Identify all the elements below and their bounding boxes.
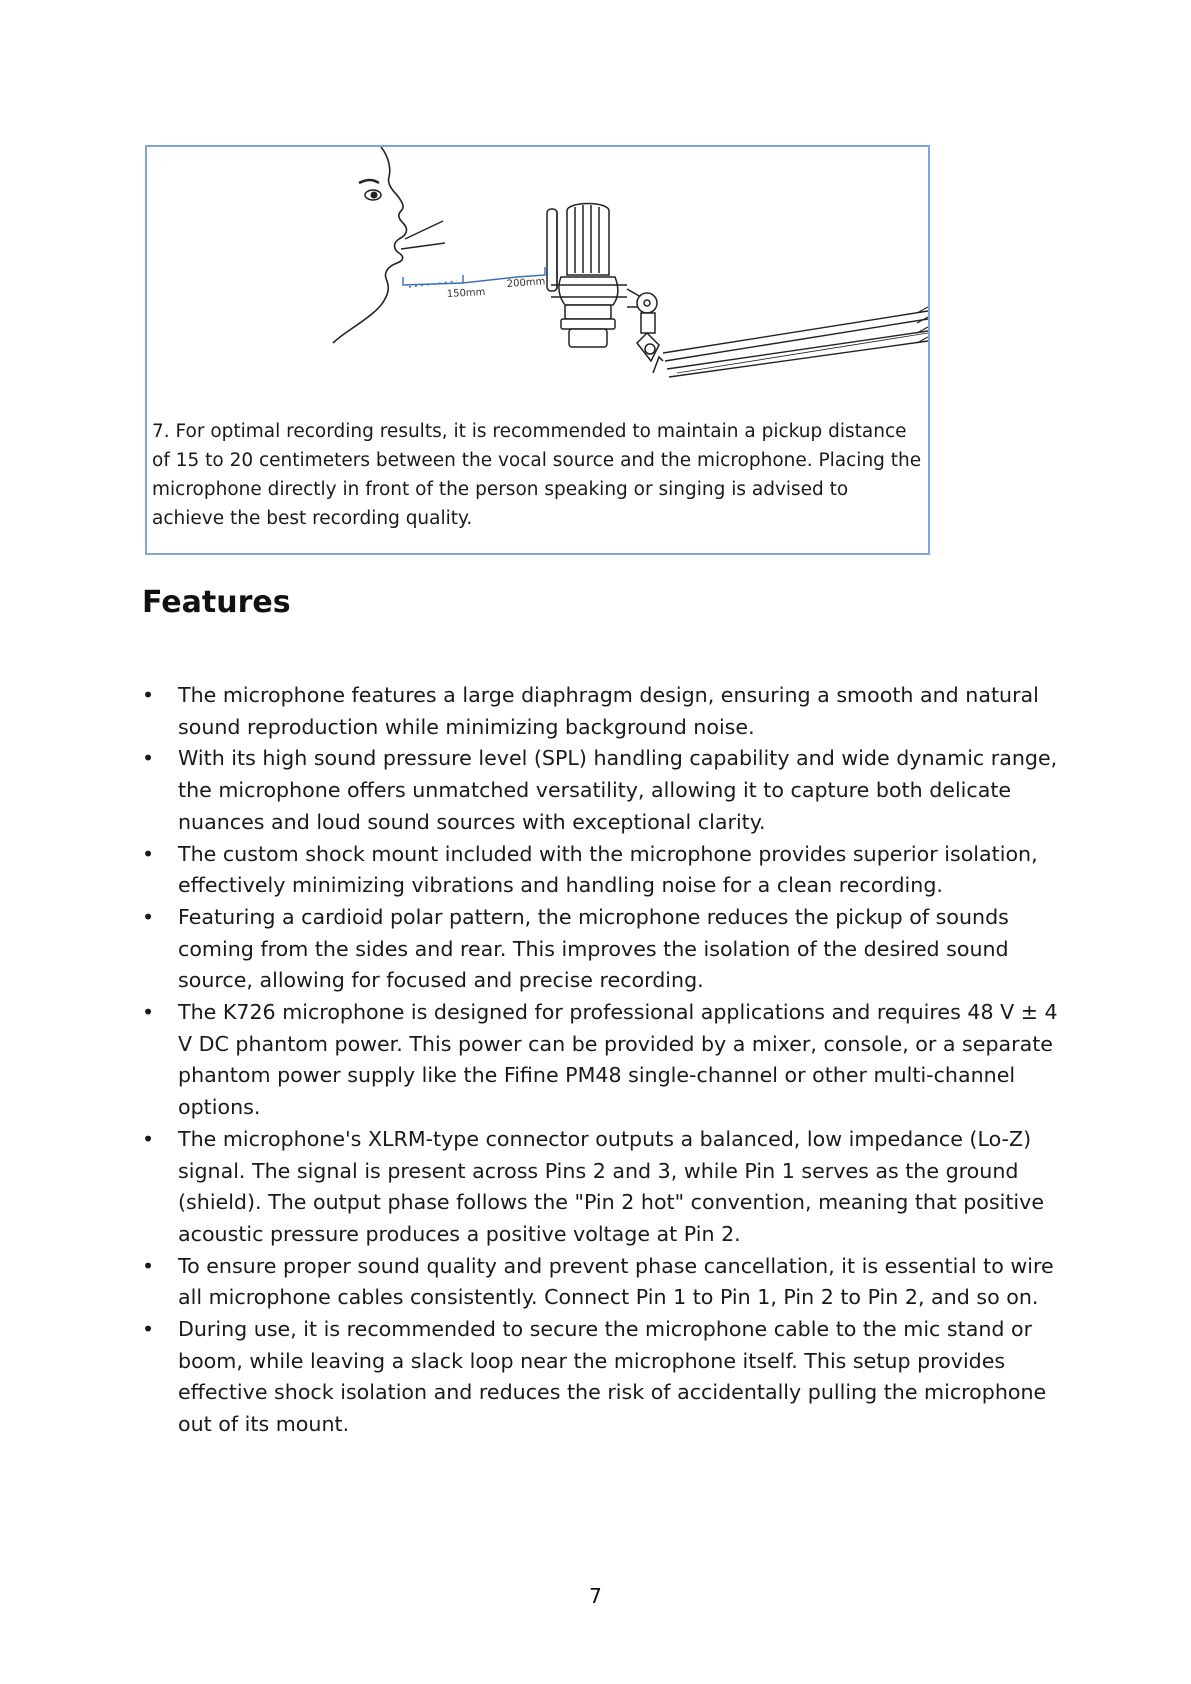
list-item <box>142 902 1062 997</box>
features-heading: Features <box>142 585 291 620</box>
page-number: 7 <box>589 1584 602 1608</box>
list-item <box>142 1314 1062 1441</box>
bullet: • <box>142 1000 155 1025</box>
bullet: • <box>142 904 155 929</box>
mic-placement-illustration <box>147 147 928 417</box>
list-item <box>142 743 1062 838</box>
distance-label-150mm: 150mm <box>446 286 486 300</box>
list-item <box>142 680 1062 743</box>
boom-arm-drawing <box>663 307 928 377</box>
list-item-text: To ensure proper sound quality and prevent phase cancellation, it is essential to wire all microphone cables consistently. Connect Pin 1 to Pin 1, Pin 2 to Pin 2, and so on. <box>178 1253 1054 1310</box>
list-item-text: The microphone's XLRM-type connector outputs a balanced, low impedance (Lo-Z) signal. The signal is present across Pins 2 and 3, while Pin 1 serves as the ground (shield). The output phase follows the "Pin 2 hot" convention, meaning that positive acoustic pressure produces a positive voltage at Pin 2. <box>178 1126 1045 1246</box>
list-item <box>142 839 1062 902</box>
face-profile-drawing <box>333 147 445 343</box>
bullet: • <box>142 1126 155 1151</box>
list-item <box>142 1124 1062 1251</box>
list-item-text: The K726 microphone is designed for professional applications and requires 48 V ± 4 V DC phantom power. This power can be provided by a mixer, console, or a separate phantom power supply like the Fifine PM48 single-channel or other multi-channel options. <box>178 1000 1058 1120</box>
eye-drawing <box>365 190 381 200</box>
recording-distance-figure <box>145 145 930 555</box>
bullet: • <box>142 1317 155 1342</box>
microphone-drawing <box>547 204 663 374</box>
list-item <box>142 1251 1062 1314</box>
bullet: • <box>142 841 155 866</box>
list-item-text: During use, it is recommended to secure the microphone cable to the mic stand or boom, while leaving a slack loop near the microphone itself. This setup provides effective shock isolation and reduces the risk of accidentally pulling the microphone out of its mount. <box>178 1317 1047 1437</box>
bullet: • <box>142 746 155 771</box>
list-item-text: Featuring a cardioid polar pattern, the microphone reduces the pickup of sounds coming from the sides and rear. This improves the isolation of the desired sound source, allowing for focused and precise recording. <box>178 904 1009 993</box>
list-item-text: With its high sound pressure level (SPL) handling capability and wide dynamic range, the microphone offers unmatched versatility, allowing it to capture both delicate nuances and loud sound sources with exceptional clarity. <box>178 746 1058 834</box>
list-item-text: The custom shock mount included with the microphone provides superior isolation, effectively minimizing vibrations and handling noise for a clean recording. <box>178 841 1038 898</box>
features-list <box>142 680 1062 1441</box>
list-item <box>142 997 1062 1124</box>
bullet: • <box>142 683 155 707</box>
list-item-text: The microphone features a large diaphragm design, ensuring a smooth and natural sound reproduction while minimizing background noise. <box>178 683 1039 739</box>
figure-caption: 7. For optimal recording results, it is recommended to maintain a pickup distance of 15 to 20 centimeters between the vocal source and the microphone. Placing the microphone directly in front of the person speaking or singing is advised to achieve the best recording quality. <box>152 421 922 529</box>
distance-label-200mm: 200mm <box>506 276 546 290</box>
bullet: • <box>142 1253 155 1278</box>
